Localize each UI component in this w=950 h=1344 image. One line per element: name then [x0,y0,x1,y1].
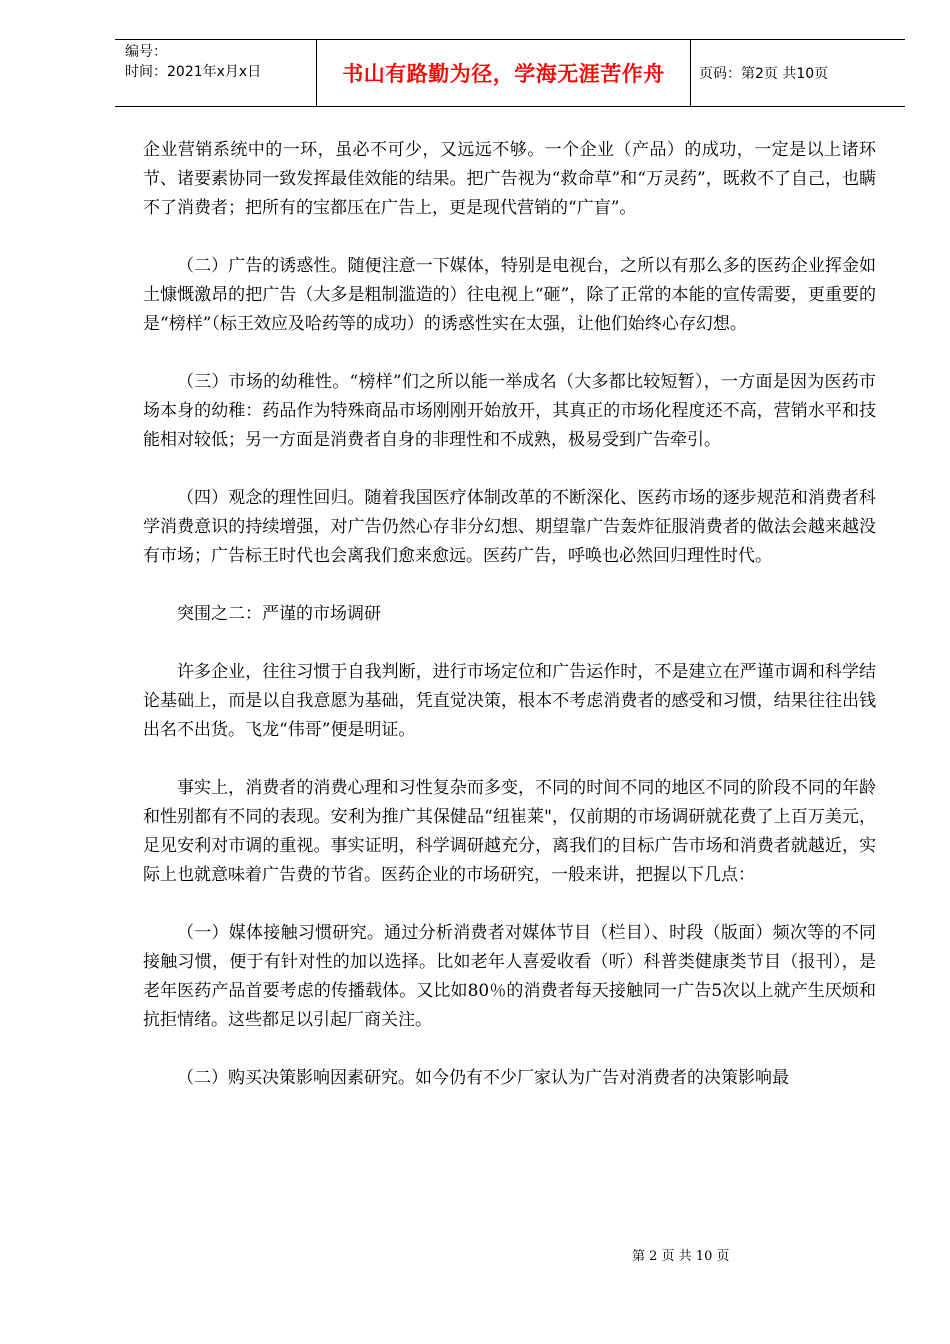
paragraph: （一）媒体接触习惯研究。通过分析消费者对媒体节目（栏目）、时段（版面）频次等的不同接触习惯，便于有针对性的加以选择。比如老年人喜爱收看（听）科普类健康类节目（报刊），是老年医药产品首要考虑的传播载体。又比如80％的消费者每天接触同一广告5次以上就产生厌烦和抗拒情绪。这些都足以引起厂商关注。 [143,923,876,1030]
header-meta [115,40,317,106]
paragraph: 企业营销系统中的一环，虽必不可少，又远远不够。一个企业（产品）的成功，一定是以上诸环节、诸要素协同一致发挥最佳效能的结果。把广告视为“救命草”和“万灵药”，既救不了自己，也瞒不了消费者；把所有的宝都压在广告上，更是现代营销的“广盲”。 [143,140,876,218]
paragraph: （三）市场的幼稚性。“榜样”们之所以能一举成名（大多都比较短暂），一方面是因为医药市场本身的幼稚：药品作为特殊商品市场刚刚开始放开，其真正的市场化程度还不高，营销水平和技能相对较低；另一方面是消费者自身的非理性和不成熟，极易受到广告牵引。 [143,372,876,450]
paragraph: （四）观念的理性回归。随着我国医疗体制改革的不断深化、医药市场的逐步规范和消费者科学消费意识的持续增强，对广告仍然心存非分幻想、期望靠广告轰炸征服消费者的做法会越来越没有市场；广告标王时代也会离我们愈来愈远。医药广告，呼唤也必然回归理性时代。 [143,488,876,566]
paragraph: （二）购买决策影响因素研究。如今仍有不少厂家认为广告对消费者的决策影响最 [177,1068,789,1088]
header-page-number: 页码：第2页 共10页 [699,66,829,82]
document-body [143,136,876,1122]
time-label: 时间：2021年x月x日 [125,64,262,80]
paragraph: 许多企业，往往习惯于自我判断，进行市场定位和广告运作时，不是建立在严谨市调和科学结论基础上，而是以自我意愿为基础，凭直觉决策，根本不考虑消费者的感受和习惯，结果往往出钱出名不出货。飞龙“伟哥”便是明证。 [143,662,876,740]
paragraph: 事实上，消费者的消费心理和习性复杂而多变，不同的时间不同的地区不同的阶段不同的年龄和性别都有不同的表现。安利为推广其保健品“纽崔莱"，仅前期的市场调研就花费了上百万美元，足见安利对市调的重视。事实证明，科学调研越充分，离我们的目标广告市场和消费者就越近，实际上也就意味着广告费的节省。医药企业的市场研究，一般来讲，把握以下几点： [143,778,876,885]
page-header [115,39,905,107]
serial-number-label: 编号： [125,44,167,60]
page-footer: 第 2 页 共 10 页 [632,1249,730,1264]
section-heading: 突围之二：严谨的市场调研 [177,604,381,624]
paragraph: （二）广告的诱惑性。随便注意一下媒体，特别是电视台，之所以有那么多的医药企业挥金如土慷慨激昂的把广告（大多是粗制滥造的）往电视上“砸”，除了正常的本能的宣传需要，更重要的是“榜样”（标王效应及哈药等的成功）的诱惑性实在太强，让他们始终心存幻想。 [143,256,876,334]
header-motto: 书山有路勤为径，学海无涯苦作舟 [317,40,691,106]
